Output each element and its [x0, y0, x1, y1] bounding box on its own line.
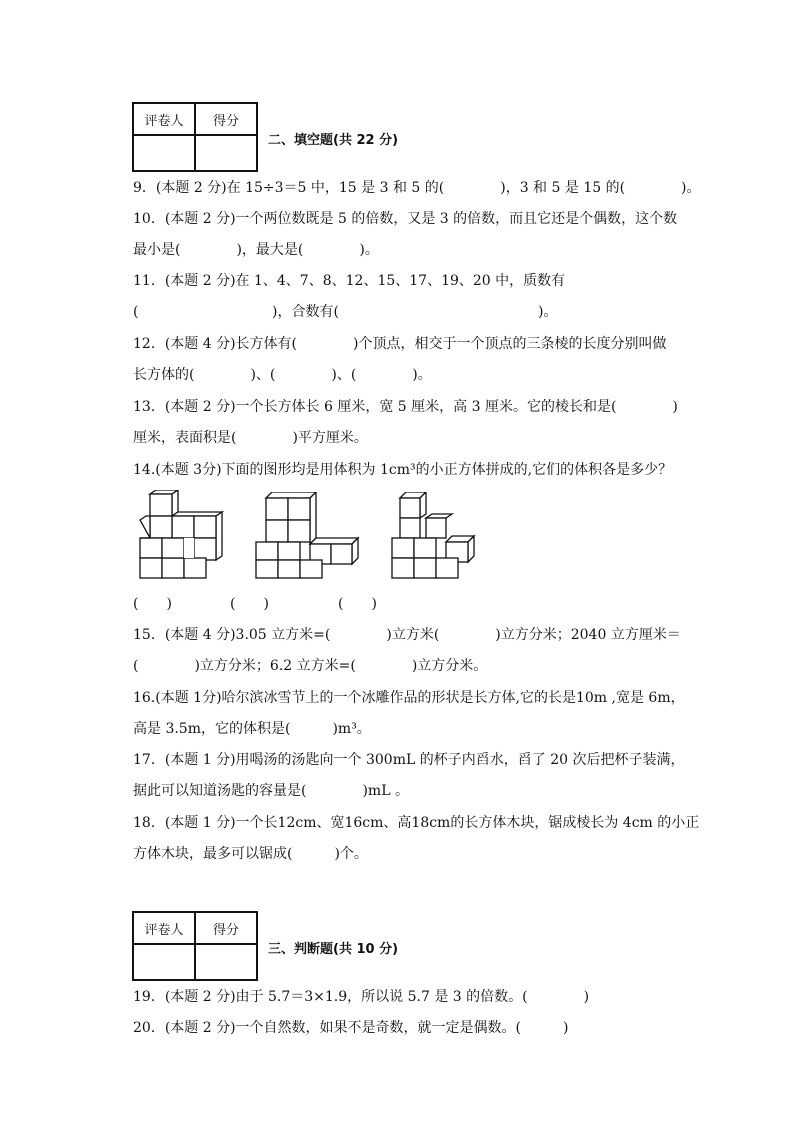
score-cell[interactable]: [195, 135, 257, 171]
score-table-section-3: [132, 911, 258, 981]
question-18-line-2: 方体木块，最多可以锯成( )个。: [133, 846, 368, 862]
question-14: 14.(本题 3分)下面的图形均是用体积为 1cm³的小正方体拼成的,它们的体积各是多少？: [133, 462, 673, 478]
figure-1-answer[interactable]: ( ): [133, 596, 172, 612]
question-13-line-2: 厘米，表面积是( )平方厘米。: [133, 430, 368, 446]
question-15-line-1: 15．(本题 4 分)3.05 立方米=( )立方米( )立方分米；2040 立方厘米＝: [133, 627, 681, 643]
score-cell[interactable]: [195, 944, 257, 980]
question-20: 20．(本题 2 分)一个自然数，如果不是奇数，就一定是偶数。( ): [133, 1020, 569, 1036]
grader-label: 评卷人: [133, 103, 195, 135]
section-title-fill-in: 二、填空题(共 22 分): [268, 133, 399, 148]
question-12-line-1: 12．(本题 4 分)长方体有( )个顶点，相交于一个顶点的三条棱的长度分别叫做: [133, 336, 667, 352]
score-table-section-2: [132, 102, 258, 172]
question-16-line-2: 高是 3.5m，它的体积是( )m³。: [133, 721, 371, 737]
question-18-line-1: 18．(本题 1 分)一个长12cm、宽16cm、高18cm的长方体木块，锯成棱长为 4cm 的小正: [133, 815, 700, 831]
score-label: 得分: [195, 103, 257, 135]
section-title-true-false: 三、判断题(共 10 分): [268, 942, 399, 957]
grader-cell[interactable]: [133, 944, 195, 980]
grader-label: 评卷人: [133, 912, 195, 944]
question-19: 19．(本题 2 分)由于 5.7＝3×1.9，所以说 5.7 是 3 的倍数。( ): [133, 989, 590, 1005]
grader-cell[interactable]: [133, 135, 195, 171]
question-11-composite: )，合数有(: [272, 304, 339, 320]
question-10-line-1: 10．(本题 2 分)一个两位数既是 5 的倍数，又是 3 的倍数，而且它还是个偶数，这个数: [133, 211, 678, 227]
question-17-line-2: 据此可以知道汤匙的容量是( )mL 。: [133, 783, 409, 799]
figure-3-answer[interactable]: ( ): [338, 596, 377, 612]
question-13-line-1: 13．(本题 2 分)一个长方体长 6 厘米，宽 5 厘米，高 3 厘米。它的棱长和是( ): [133, 399, 678, 415]
question-16-line-1: 16.(本题 1分)哈尔滨冰雪节上的一个冰雕作品的形状是长方体,它的长是10m ,宽是 6m，: [133, 690, 685, 706]
score-label: 得分: [195, 912, 257, 944]
question-11-line-1: 11．(本题 2 分)在 1、4、7、8、12、15、17、19、20 中，质数有: [133, 273, 566, 289]
figure-1-cubes: [136, 490, 228, 580]
question-12-line-2: 长方体的( )、( )、( )。: [133, 367, 432, 383]
question-11-bracket-open: (: [133, 304, 139, 320]
question-17-line-1: 17．(本题 1 分)用喝汤的汤匙向一个 300mL 的杯子内舀水，舀了 20 次后把杯子装满，: [133, 752, 685, 768]
figure-3-cubes: [390, 492, 476, 580]
question-10-line-2: 最小是( )，最大是( )。: [133, 242, 379, 258]
question-9: 9．(本题 2 分)在 15÷3＝5 中，15 是 3 和 5 的( )，3 和 5 是 15 的( )。: [133, 180, 701, 196]
figure-2-cubes: [254, 492, 360, 580]
figure-2-answer[interactable]: ( ): [230, 596, 269, 612]
question-11-bracket-close: )。: [538, 304, 558, 320]
question-15-line-2: ( )立方分米；6.2 立方米=( )立方分米。: [133, 658, 488, 674]
